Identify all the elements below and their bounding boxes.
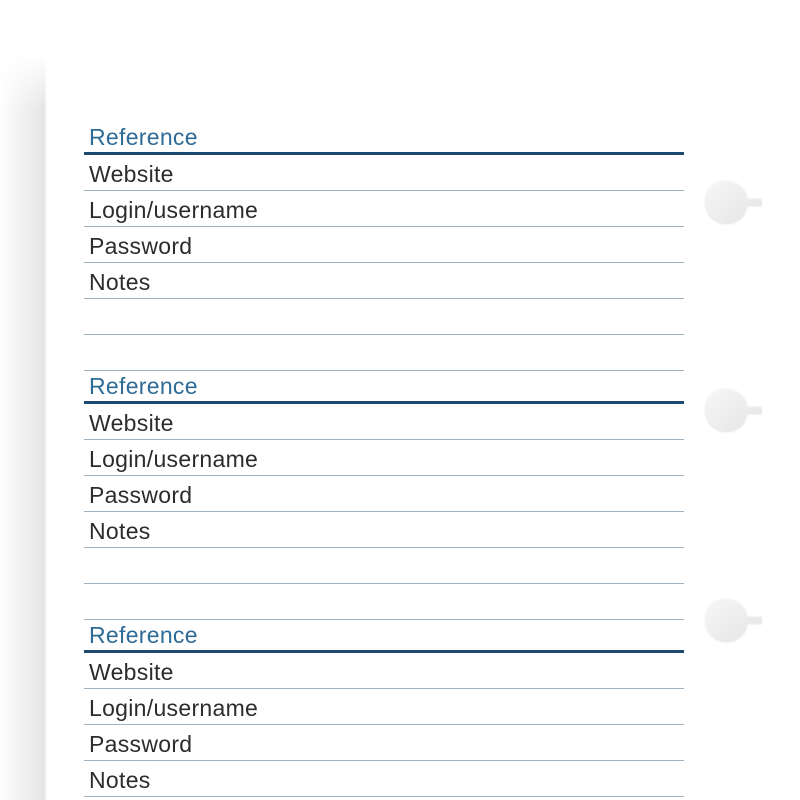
binder-ring-icon <box>702 179 764 226</box>
blank-ruled-line <box>84 584 684 620</box>
field-label: Notes <box>89 767 151 793</box>
field-row-website <box>84 404 684 440</box>
field-label: Login/username <box>89 446 259 472</box>
field-label: Website <box>89 410 174 436</box>
reference-section <box>84 371 684 620</box>
field-row-password <box>84 227 684 263</box>
section-title: Reference <box>89 373 198 399</box>
reference-section <box>84 122 684 371</box>
field-row-password <box>84 476 684 512</box>
field-label: Login/username <box>89 197 259 223</box>
field-row-login-username <box>84 440 684 476</box>
section-title: Reference <box>89 124 198 150</box>
binder-ring-icon <box>702 597 764 644</box>
field-label: Password <box>89 731 193 757</box>
blank-ruled-line <box>84 299 684 335</box>
field-row-notes <box>84 263 684 299</box>
binder-ring-icon <box>702 387 764 434</box>
section-title: Reference <box>89 622 198 648</box>
reference-section <box>84 620 684 797</box>
page-stack-edge <box>0 55 47 800</box>
field-row-notes <box>84 512 684 548</box>
field-row-login-username <box>84 689 684 725</box>
field-label: Login/username <box>89 695 259 721</box>
field-label: Website <box>89 659 174 685</box>
page-content <box>84 122 684 797</box>
section-header <box>84 122 684 155</box>
blank-ruled-line <box>84 548 684 584</box>
section-header <box>84 620 684 653</box>
field-row-website <box>84 653 684 689</box>
field-row-notes <box>84 761 684 797</box>
section-header <box>84 371 684 404</box>
field-row-login-username <box>84 191 684 227</box>
field-row-website <box>84 155 684 191</box>
field-label: Password <box>89 482 193 508</box>
field-label: Notes <box>89 518 151 544</box>
field-label: Password <box>89 233 193 259</box>
field-row-password <box>84 725 684 761</box>
field-label: Website <box>89 161 174 187</box>
blank-ruled-line <box>84 335 684 371</box>
field-label: Notes <box>89 269 151 295</box>
